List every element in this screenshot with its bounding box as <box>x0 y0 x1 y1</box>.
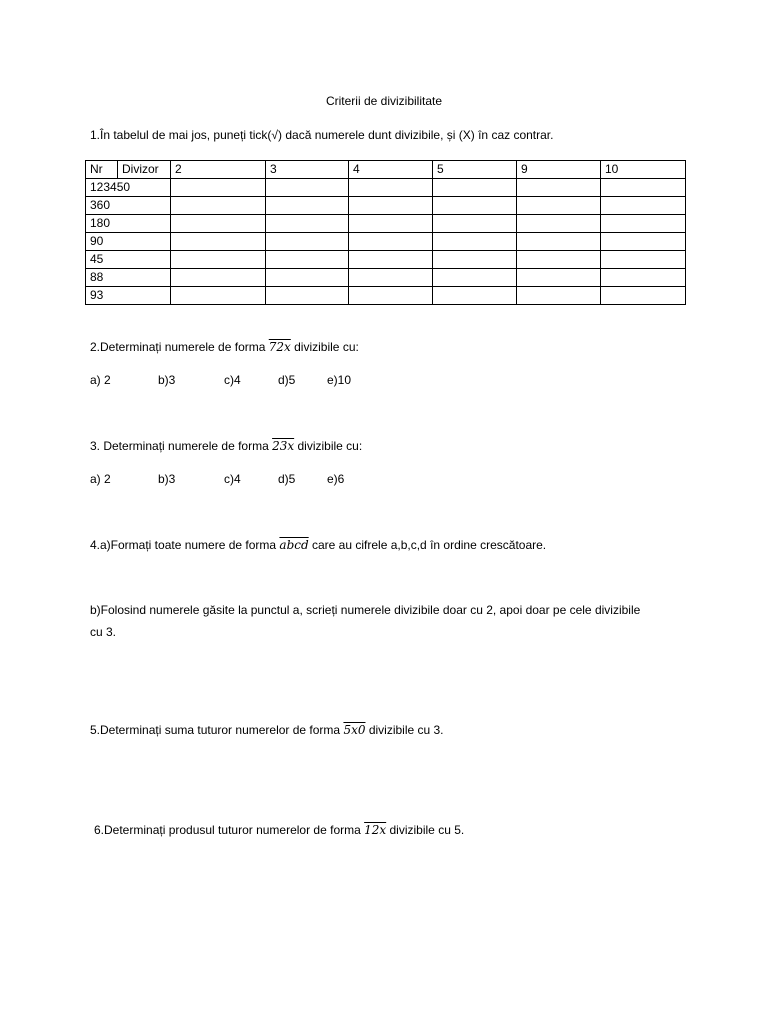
option-b: b)3 <box>158 472 176 486</box>
number-form-23x: 23x <box>272 439 295 453</box>
answer-cell[interactable] <box>433 233 517 251</box>
table-header-cell: 2 <box>171 161 266 179</box>
answer-cell[interactable] <box>349 287 433 305</box>
question-4b-line-2: cu 3. <box>90 625 117 639</box>
question-3-suffix: divizibile cu: <box>294 439 363 453</box>
answer-cell[interactable] <box>517 197 601 215</box>
question-2-text <box>90 340 359 354</box>
number-form-72x: 72x <box>268 340 291 354</box>
answer-cell[interactable] <box>266 287 349 305</box>
answer-cell[interactable] <box>601 197 686 215</box>
answer-cell[interactable] <box>433 179 517 197</box>
answer-cell[interactable] <box>171 215 266 233</box>
answer-cell[interactable] <box>266 269 349 287</box>
number-cell: 93 <box>86 287 171 305</box>
question-3-text <box>90 439 362 453</box>
answer-cell[interactable] <box>266 179 349 197</box>
answer-cell[interactable] <box>517 287 601 305</box>
question-2-prefix: 2.Determinați numerele de forma <box>90 340 269 354</box>
answer-cell[interactable] <box>517 233 601 251</box>
number-cell: 90 <box>86 233 171 251</box>
number-form-abcd: abcd <box>279 538 309 552</box>
answer-cell[interactable] <box>601 287 686 305</box>
table-header-cell: 4 <box>349 161 433 179</box>
table-header-cell: Nr <box>86 161 118 179</box>
question-2-suffix: divizibile cu: <box>290 340 359 354</box>
table-header-cell: 3 <box>266 161 349 179</box>
answer-cell[interactable] <box>433 251 517 269</box>
option-e: e)10 <box>327 373 352 387</box>
answer-cell[interactable] <box>517 215 601 233</box>
number-cell: 180 <box>86 215 171 233</box>
answer-cell[interactable] <box>171 287 266 305</box>
question-4b-line-1: b)Folosind numerele găsite la punctul a, scrieți numerele divizibile doar cu 2, apoi doar pe cele divizibile <box>90 603 641 617</box>
table-header-cell: Divizor <box>118 161 171 179</box>
answer-cell[interactable] <box>601 233 686 251</box>
answer-cell[interactable] <box>171 233 266 251</box>
question-6-suffix: divizibile cu 5. <box>386 823 465 837</box>
answer-cell[interactable] <box>349 197 433 215</box>
option-e: e)6 <box>327 472 345 486</box>
question-3-prefix: 3. Determinați numerele de forma <box>90 439 273 453</box>
table-row <box>86 197 686 215</box>
option-c: c)4 <box>224 472 241 486</box>
question-5-prefix: 5.Determinați suma tuturor numerelor de forma <box>90 723 344 737</box>
table-body <box>86 161 686 305</box>
question-6-text <box>94 823 464 837</box>
answer-cell[interactable] <box>171 179 266 197</box>
table-row <box>86 179 686 197</box>
answer-cell[interactable] <box>433 215 517 233</box>
answer-cell[interactable] <box>171 251 266 269</box>
answer-cell[interactable] <box>517 251 601 269</box>
table-header-cell: 5 <box>433 161 517 179</box>
number-cell: 360 <box>86 197 171 215</box>
divisibility-table <box>85 160 686 305</box>
answer-cell[interactable] <box>433 269 517 287</box>
option-a: a) 2 <box>90 373 111 387</box>
number-cell: 45 <box>86 251 171 269</box>
option-b: b)3 <box>158 373 176 387</box>
answer-cell[interactable] <box>517 179 601 197</box>
question-1-text: 1.În tabelul de mai jos, puneți tick(√) dacă numerele dunt divizibile, și (X) în caz contrar. <box>90 128 554 142</box>
answer-cell[interactable] <box>266 233 349 251</box>
answer-cell[interactable] <box>601 215 686 233</box>
table-row <box>86 287 686 305</box>
answer-cell[interactable] <box>517 269 601 287</box>
answer-cell[interactable] <box>266 215 349 233</box>
answer-cell[interactable] <box>266 251 349 269</box>
option-d: d)5 <box>278 472 296 486</box>
option-d: d)5 <box>278 373 296 387</box>
answer-cell[interactable] <box>349 251 433 269</box>
answer-cell[interactable] <box>349 233 433 251</box>
table-header-cell: 10 <box>601 161 686 179</box>
question-6-prefix: 6.Determinați produsul tuturor numerelor de forma <box>94 823 365 837</box>
answer-cell[interactable] <box>349 215 433 233</box>
answer-cell[interactable] <box>349 179 433 197</box>
table-row <box>86 215 686 233</box>
answer-cell[interactable] <box>433 287 517 305</box>
number-form-5x0: 5x0 <box>343 723 366 737</box>
number-cell: 88 <box>86 269 171 287</box>
table-row <box>86 233 686 251</box>
option-a: a) 2 <box>90 472 111 486</box>
answer-cell[interactable] <box>601 179 686 197</box>
answer-cell[interactable] <box>601 251 686 269</box>
question-5-suffix: divizibile cu 3. <box>365 723 444 737</box>
table-row <box>86 269 686 287</box>
number-cell: 123450 <box>86 179 171 197</box>
answer-cell[interactable] <box>601 269 686 287</box>
table-header-row <box>86 161 686 179</box>
answer-cell[interactable] <box>349 269 433 287</box>
answer-cell[interactable] <box>433 197 517 215</box>
answer-cell[interactable] <box>171 269 266 287</box>
answer-cell[interactable] <box>266 197 349 215</box>
question-4a-suffix: care au cifrele a,b,c,d în ordine crescătoare. <box>308 538 547 552</box>
answer-cell[interactable] <box>171 197 266 215</box>
question-4a-prefix: 4.a)Formați toate numere de forma <box>90 538 280 552</box>
question-5-text <box>90 723 444 737</box>
question-4a-text <box>90 538 546 552</box>
table-row <box>86 251 686 269</box>
option-c: c)4 <box>224 373 241 387</box>
page-title: Criterii de divizibilitate <box>325 94 443 108</box>
number-form-12x: 12x <box>364 823 387 837</box>
table-header-cell: 9 <box>517 161 601 179</box>
